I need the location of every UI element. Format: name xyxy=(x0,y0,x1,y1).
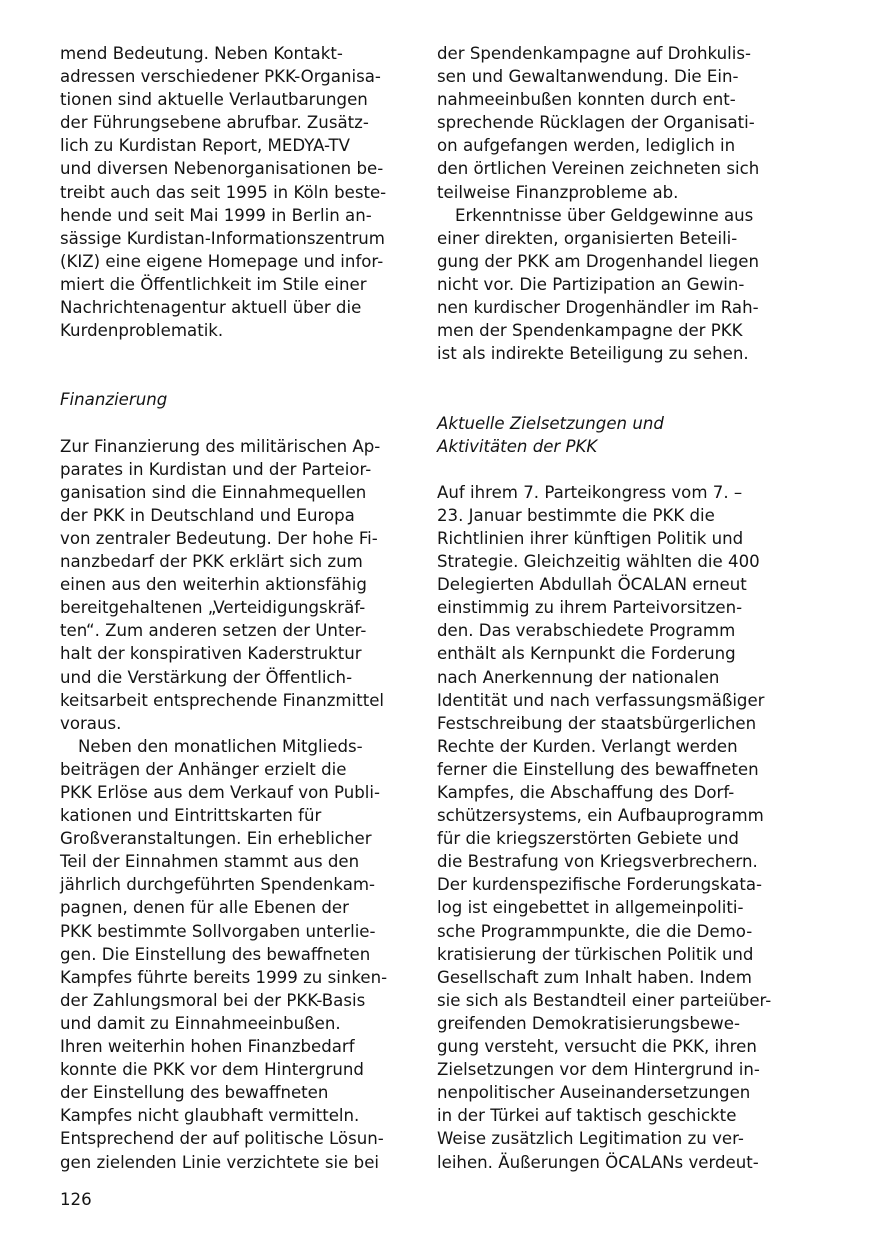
text-line: Richtlinien ihrer künftigen Politik und xyxy=(437,528,744,548)
text-line: jährlich durchgeführten Spendenkam- xyxy=(60,875,376,895)
text-line: ferner die Einstellung des bewaffneten xyxy=(437,759,759,779)
text-line: Gesellschaft zum Inhalt haben. Indem xyxy=(437,967,752,987)
text-line: sen und Gewaltanwendung. Die Ein- xyxy=(437,67,739,87)
text-line: der Spendenkampagne auf Drohkulis- xyxy=(437,44,751,63)
text-line: den örtlichen Vereinen zeichneten sich xyxy=(437,159,760,179)
paragraph-finanzierung xyxy=(60,435,402,735)
text-line: sprechende Rücklagen der Organisati- xyxy=(437,113,755,133)
text-line: sie sich als Bestandteil einer parteiüber- xyxy=(437,990,772,1010)
text-line: schützersystems, ein Aufbauprogramm xyxy=(437,806,764,826)
text-line: miert die Öffentlichkeit im Stile einer xyxy=(60,274,367,294)
text-line: Nachrichtenagentur aktuell über die xyxy=(60,298,362,318)
spacer xyxy=(437,365,782,388)
spacer xyxy=(437,388,782,411)
text-line: Kampfes, die Abschaffung des Dorf- xyxy=(437,783,735,802)
text-line: gen zielenden Linie verzichtete sie bei xyxy=(60,1152,380,1172)
text-line: greifenden Demokratisierungsbewe- xyxy=(437,1013,740,1033)
text-line: hende und seit Mai 1999 in Berlin an- xyxy=(60,205,372,225)
paragraph-homepage xyxy=(60,42,402,342)
text-line: nanzbedarf der PKK erklärt sich zum xyxy=(60,552,363,572)
text-line: und diversen Nebenorganisationen be- xyxy=(60,159,384,179)
text-line: Rechte der Kurden. Verlangt werden xyxy=(437,736,738,756)
text-line: lich zu Kurdistan Report, MEDYA-TV xyxy=(60,136,351,156)
text-line: Aktuelle Zielsetzungen und xyxy=(437,413,664,433)
text-line: bereitgehaltenen „Verteidigungskräf- xyxy=(60,598,366,618)
text-line: gen. Die Einstellung des bewaffneten xyxy=(60,944,371,964)
text-line: die Bestrafung von Kriegsverbrechern. xyxy=(437,852,758,872)
text-line: Festschreibung der staatsbürgerlichen xyxy=(437,713,757,733)
text-line: enthält als Kernpunkt die Forderung xyxy=(437,644,736,664)
text-line: Ihren weiterhin hohen Finanzbedarf xyxy=(60,1037,355,1057)
text-line: Erkenntnisse über Geldgewinne aus xyxy=(455,205,754,225)
text-line: gung versteht, versucht die PKK, ihren xyxy=(437,1037,757,1057)
text-line: von zentraler Bedeutung. Der hohe Fi- xyxy=(60,528,378,548)
text-line: parates in Kurdistan und der Parteior- xyxy=(60,459,372,479)
text-line: on aufgefangen werden, lediglich in xyxy=(437,136,736,156)
text-line: nicht vor. Die Partizipation an Gewin- xyxy=(437,274,745,294)
text-line: ten“. Zum anderen setzen der Unter- xyxy=(60,621,367,641)
left-column xyxy=(60,42,402,1174)
text-line: nenpolitischer Auseinandersetzungen xyxy=(437,1083,751,1103)
text-line: ganisation sind die Einnahmequellen xyxy=(60,482,367,502)
right-column xyxy=(437,42,782,1174)
text-line: Zur Finanzierung des militärischen Ap- xyxy=(60,436,381,456)
section-heading-zielsetzungen xyxy=(437,412,782,458)
text-line: voraus. xyxy=(60,713,122,733)
spacer xyxy=(60,412,402,435)
paragraph-parteikongress xyxy=(437,481,782,1174)
text-line: nahmeeinbußen konnten durch ent- xyxy=(437,90,736,110)
text-line: PKK bestimmte Sollvorgaben unterlie- xyxy=(60,921,376,941)
text-line: Weise zusätzlich Legitimation zu ver- xyxy=(437,1129,744,1149)
text-line: nen kurdischer Drogenhändler im Rah- xyxy=(437,298,759,318)
text-line: für die kriegszerstörten Gebiete und xyxy=(437,829,739,849)
text-line: kratisierung der türkischen Politik und xyxy=(437,944,754,964)
text-line: der PKK in Deutschland und Europa xyxy=(60,505,355,525)
text-line: in der Türkei auf taktisch geschickte xyxy=(437,1106,737,1126)
text-line: Der kurdenspezifische Forderungskata- xyxy=(437,875,762,895)
paragraph-spendenkampagne xyxy=(437,42,782,204)
text-line: konnte die PKK vor dem Hintergrund xyxy=(60,1060,364,1080)
text-line: Strategie. Gleichzeitig wählten die 400 xyxy=(437,552,760,572)
text-line: einstimmig zu ihrem Parteivorsitzen- xyxy=(437,598,743,618)
text-line: kationen und Eintrittskarten für xyxy=(60,806,322,826)
text-line: Großveranstaltungen. Ein erheblicher xyxy=(60,829,372,849)
text-line: adressen verschiedener PKK-Organisa- xyxy=(60,67,381,87)
text-line: men der Spendenkampagne der PKK xyxy=(437,321,743,341)
text-line: und die Verstärkung der Öffentlich- xyxy=(60,667,353,687)
text-line: teilweise Finanzprobleme ab. xyxy=(437,182,679,202)
text-line: Aktivitäten der PKK xyxy=(437,436,598,456)
text-line: Zielsetzungen vor dem Hintergrund in- xyxy=(437,1060,760,1080)
text-line: der Zahlungsmoral bei der PKK-Basis xyxy=(60,990,366,1010)
text-line: einen aus den weiterhin aktionsfähig xyxy=(60,575,367,595)
text-line: nach Anerkennung der nationalen xyxy=(437,667,720,687)
text-line: und damit zu Einnahmeeinbußen. xyxy=(60,1013,341,1033)
text-line: log ist eingebettet in allgemeinpoliti- xyxy=(437,898,744,918)
text-line: Entsprechend der auf politische Lösun- xyxy=(60,1129,384,1149)
text-line: pagnen, denen für alle Ebenen der xyxy=(60,898,349,918)
text-line: Identität und nach verfassungsmäßiger xyxy=(437,690,765,710)
text-line: tionen sind aktuelle Verlautbarungen xyxy=(60,90,368,110)
text-line: 23. Januar bestimmte die PKK die xyxy=(437,505,715,525)
text-line: halt der konspirativen Kaderstruktur xyxy=(60,644,362,664)
text-line: der Führungsebene abrufbar. Zusätz- xyxy=(60,113,369,133)
text-line: PKK Erlöse aus dem Verkauf von Publi- xyxy=(60,783,380,802)
page-number: 126 xyxy=(60,1190,92,1209)
paragraph-drogenhandel xyxy=(437,204,782,366)
text-line: sche Programmpunkte, die die Demo- xyxy=(437,921,753,941)
text-line: Auf ihrem 7. Parteikongress vom 7. – xyxy=(437,482,743,502)
text-line: Delegierten Abdullah ÖCALAN erneut xyxy=(437,575,747,595)
text-line: mend Bedeutung. Neben Kontakt- xyxy=(60,44,343,63)
text-line: Kampfes nicht glaubhaft vermitteln. xyxy=(60,1106,360,1126)
spacer xyxy=(60,365,402,388)
text-line: Kampfes führte bereits 1999 zu sinken- xyxy=(60,967,388,987)
text-line: keitsarbeit entsprechende Finanzmittel xyxy=(60,690,385,710)
text-line: sässige Kurdistan-Informationszentrum xyxy=(60,228,385,248)
text-line: einer direkten, organisierten Beteili- xyxy=(437,228,738,248)
spacer xyxy=(60,342,402,365)
text-line: der Einstellung des bewaffneten xyxy=(60,1083,329,1103)
section-heading-finanzierung: Finanzierung xyxy=(60,390,168,410)
text-line: treibt auch das seit 1995 in Köln beste- xyxy=(60,182,387,202)
text-line: Teil der Einnahmen stammt aus den xyxy=(60,852,360,872)
text-line: Kurdenproblematik. xyxy=(60,321,224,341)
text-line: beiträgen der Anhänger erzielt die xyxy=(60,759,347,779)
text-line: Neben den monatlichen Mitglieds- xyxy=(78,736,363,756)
paragraph-einnahmequellen xyxy=(60,735,402,1174)
text-line: leihen. Äußerungen ÖCALANs verdeut- xyxy=(437,1152,759,1172)
spacer xyxy=(437,458,782,481)
text-line: ist als indirekte Beteiligung zu sehen. xyxy=(437,344,749,364)
text-line: (KIZ) eine eigene Homepage und infor- xyxy=(60,251,384,271)
text-line: den. Das verabschiedete Programm xyxy=(437,621,736,641)
text-line: gung der PKK am Drogenhandel liegen xyxy=(437,251,760,271)
